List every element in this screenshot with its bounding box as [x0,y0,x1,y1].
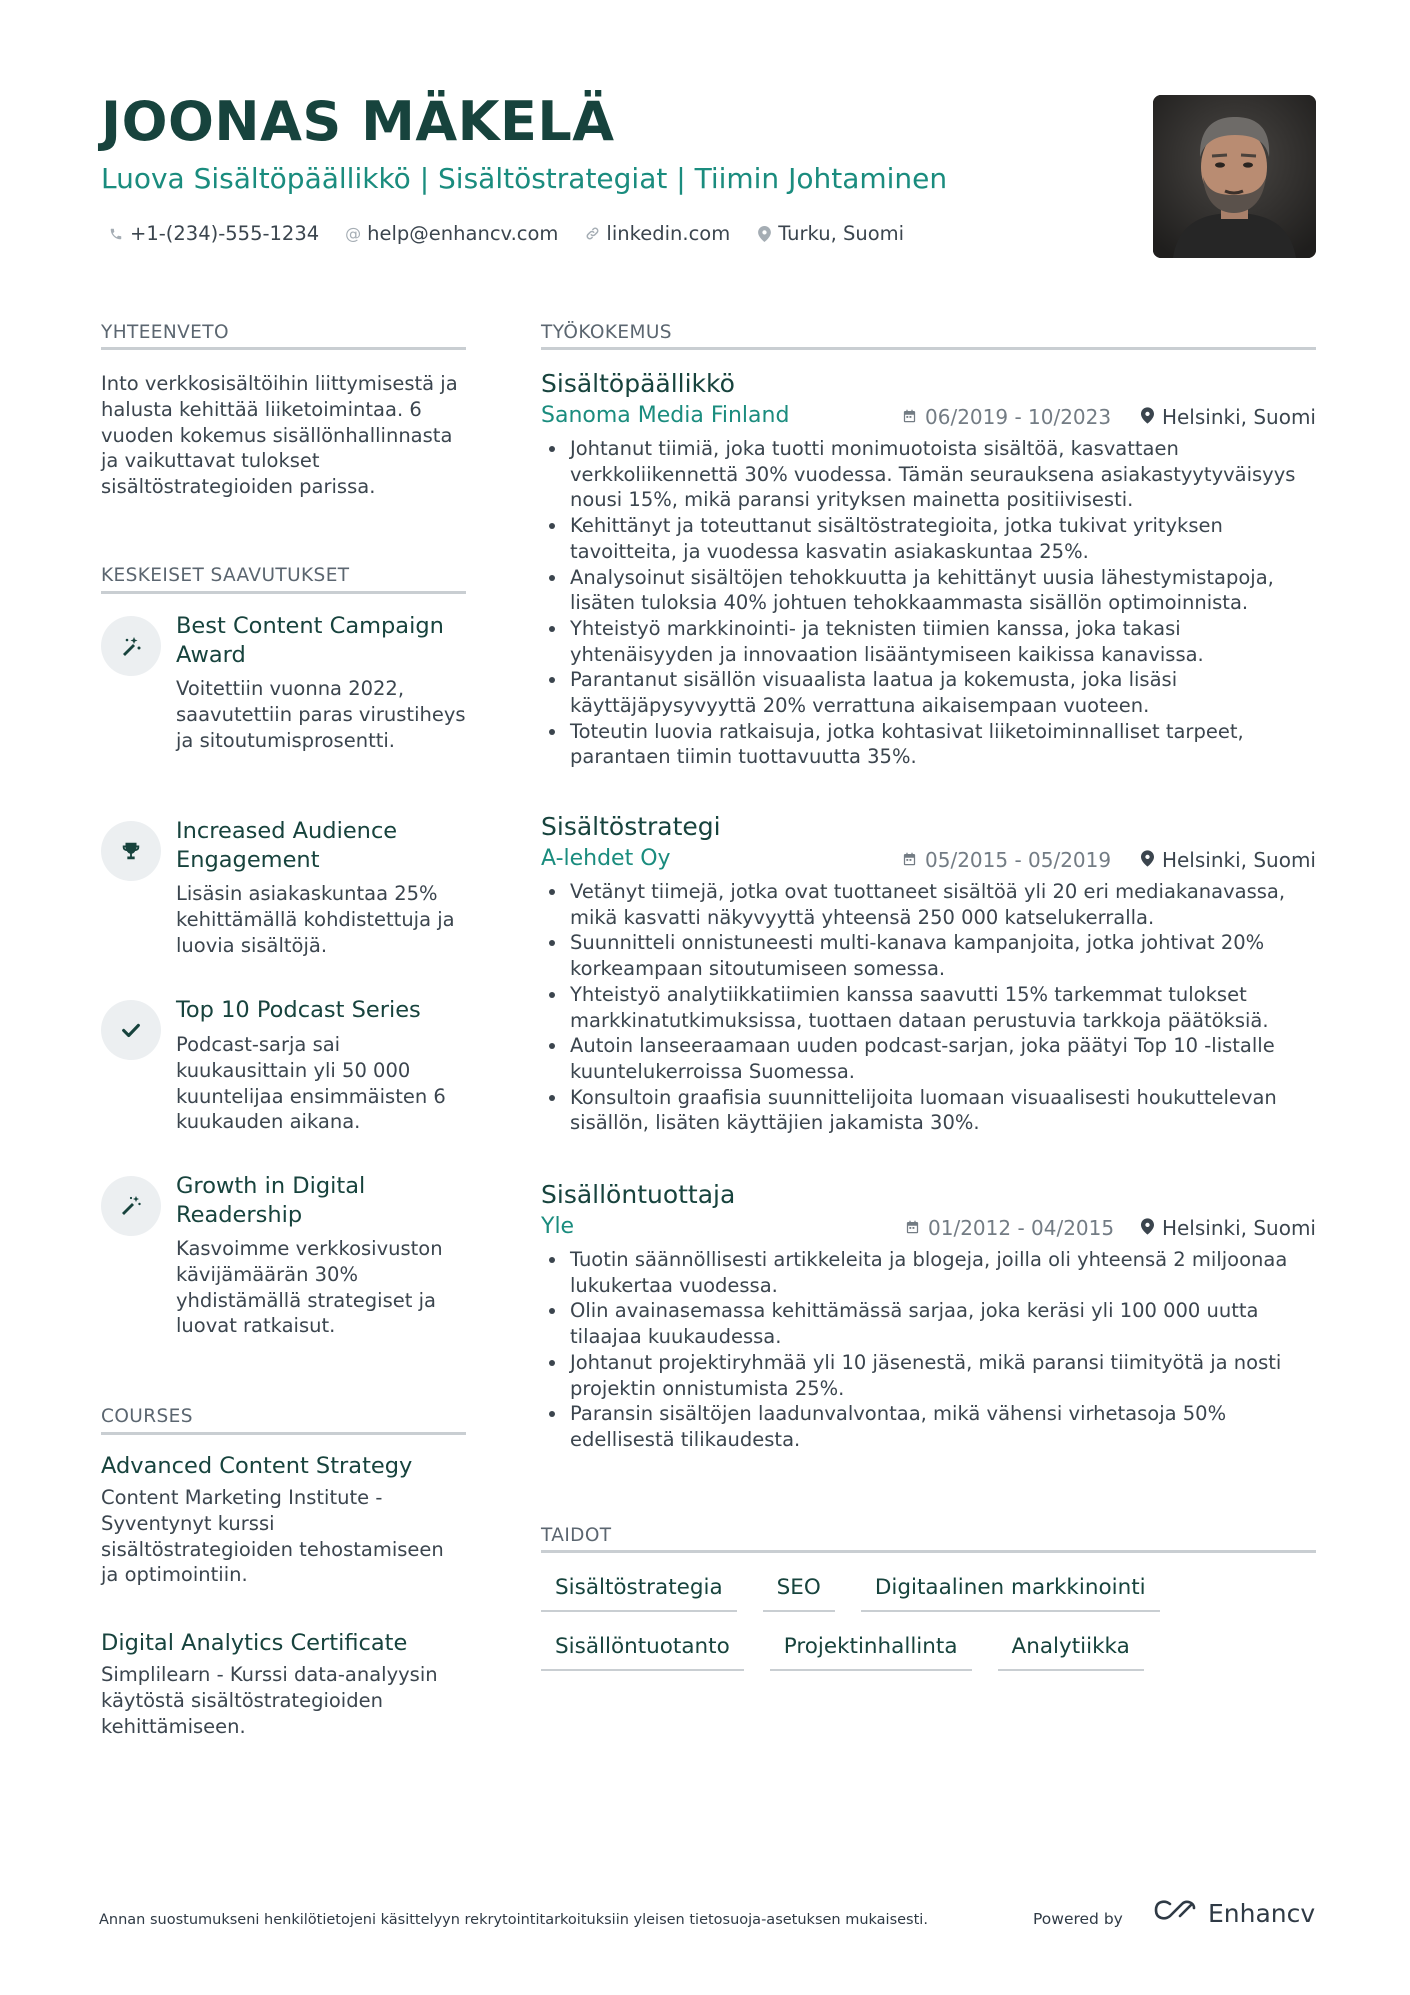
achievement-title: Growth in Digital Readership [176,1173,366,1228]
course-title: Advanced Content Strategy [101,1453,413,1479]
skill-tag: SEO [763,1575,835,1612]
job-bullet: Konsultoin graafisia suunnittelijoita luomaan visuaalisesti houkuttelevan sisällön, lisäten käyttäjien jakamista 30%. [541,1085,1316,1136]
enhancv-logo-text: Enhancv [1208,1898,1316,1928]
checkmark-icon [101,1000,161,1060]
job-title: Sisältöstrategi [541,812,721,841]
location-pin-icon [1141,405,1154,429]
achievements-divider [101,591,466,594]
job-dates-text: 06/2019 - 10/2023 [925,405,1112,429]
job-entry [541,1179,1316,1453]
job-entry [541,368,1316,770]
course-item [101,1452,466,1588]
job-bullet: Parantanut sisällön visuaalista laatua ja kokemusta, joka lisäsi käyttäjäpysyvyyttä 20% verrattuna aikaisempaan vuoteen. [541,667,1316,718]
job-bullet: Suunnitteli onnistuneesti multi-kanava kampanjoita, jotka johtivat 20% korkeampaan sitoutumiseen somessa. [541,930,1316,981]
course-description: Simplilearn - Kurssi data-analyysin käytöstä sisältöstrategioiden kehittämiseen. [101,1663,438,1738]
skills-row [541,1575,1316,1612]
phone-text: +1-(234)-555-1234 [130,222,320,245]
job-dates [902,405,1111,429]
gdpr-consent-note: Annan suostumukseni henkilötietojeni käsittelyyn rekrytointitarkoituksiin yleisen tietosuoja-asetuksen mukaisesti. [99,1912,928,1928]
job-location [1141,405,1316,429]
calendar-icon [905,1216,920,1240]
location-text: Turku, Suomi [778,222,905,245]
achievement-description: Lisäsin asiakaskuntaa 25% kehittämällä kohdistettuja ja luovia sisältöjä. [176,882,455,957]
at-icon: @ [345,224,362,243]
skills-list [541,1575,1316,1693]
job-bullet: Olin avainasemassa kehittämässä sarjaa, joka keräsi yli 100 000 uutta tilaajaa kuukaudessa. [541,1298,1316,1349]
achievement-item [101,996,471,1156]
magic-wand-sparkle-icon [101,616,161,676]
profile-photo [1153,95,1316,258]
summary-section-title: YHTEENVETO [101,322,229,343]
job-bullet: Paransin sisältöjen laadunvalvontaa, mikä vähensi virhetasoja 50% edellisestä tilikaudesta. [541,1401,1316,1452]
summary-text: Into verkkosisältöihin liittymisestä ja halusta kehittää liiketoimintaa. 6 vuoden kokemus sisällönhallinnasta ja vaikuttavat tulokset sisältöstrategioiden parissa. [101,372,458,499]
job-bullet: Yhteistyö analytiikkatiimien kanssa saavutti 15% tarkemmat tulokset markkinatutkimuksissa, tuottaen dataan perustuvia tarkkoja päätöksiä. [541,982,1316,1033]
job-bullet: Johtanut projektiryhmää yli 10 jäsenestä, mikä paransi tiimityötä ja nosti projektin onnistumista 25%. [541,1350,1316,1401]
enhancv-logo-icon [1152,1898,1198,1928]
experience-divider [541,347,1316,350]
job-meta [541,400,1316,436]
job-location [1141,848,1316,872]
link-icon [584,225,600,243]
candidate-headline: Luova Sisältöpäällikkö | Sisältöstrategiat | Tiimin Johtaminen [101,162,948,195]
job-dates-text: 01/2012 - 04/2015 [928,1216,1115,1240]
course-description: Content Marketing Institute - Syventynyt kurssi sisältöstrategioiden tehostamiseen ja optimointiin. [101,1486,444,1587]
achievement-item [101,1172,471,1352]
skill-tag: Sisällöntuotanto [541,1634,744,1671]
job-bullet: Yhteistyö markkinointi- ja teknisten tiimien kanssa, joka takasi yhtenäisyyden ja innovaation lisääntymiseen kaikissa kanavissa. [541,616,1316,667]
achievement-item [101,817,471,977]
location-pin-icon [1141,1216,1154,1240]
job-dates-text: 05/2015 - 05/2019 [925,848,1112,872]
trophy-icon [101,821,161,881]
company-name: Yle [541,1214,575,1239]
job-dates [902,848,1111,872]
powered-by-label: Powered by [1033,1910,1123,1928]
job-title: Sisällöntuottaja [541,1180,736,1209]
company-name: A-lehdet Oy [541,846,671,871]
job-location-text: Helsinki, Suomi [1161,1216,1316,1240]
skills-row [541,1634,1316,1671]
phone-icon [108,225,124,243]
job-meta [541,843,1316,879]
course-item [101,1629,466,1739]
calendar-icon [902,405,917,429]
job-location [1141,1216,1316,1240]
job-bullet: Tuotin säännöllisesti artikkeleita ja blogeja, joilla oli yhteensä 2 miljoonaa lukukertaa vuodessa. [541,1247,1316,1298]
contact-email[interactable] [345,222,558,245]
skill-tag: Digitaalinen markkinointi [861,1575,1160,1612]
email-text: help@enhancv.com [367,222,559,245]
contact-linkedin[interactable] [584,222,730,245]
job-dates [905,1216,1114,1240]
job-location-text: Helsinki, Suomi [1161,405,1316,429]
achievements-section-title: KESKEISET SAAVUTUKSET [101,565,350,586]
job-bullet: Toteutin luovia ratkaisuja, jotka kohtasivat liiketoiminnalliset tarpeet, parantaen tiimin tuottavuutta 35%. [541,719,1316,770]
job-bullets [541,1247,1316,1453]
courses-divider [101,1432,466,1435]
job-meta [541,1211,1316,1247]
skill-tag: Analytiikka [998,1634,1144,1671]
skill-tag: Sisältöstrategia [541,1575,737,1612]
contact-bar [108,222,904,245]
courses-section-title: COURSES [101,1406,193,1427]
summary-divider [101,347,466,350]
skill-tag: Projektinhallinta [770,1634,972,1671]
achievement-description: Podcast-sarja sai kuukausittain yli 50 000 kuuntelijaa ensimmäisten 6 kuukauden aikana. [176,1033,446,1134]
job-bullet: Vetänyt tiimejä, jotka ovat tuottaneet sisältöä yli 20 eri mediakanavassa, mikä kasvatti näkyvyyttä yhteensä 250 000 katselukerralla. [541,879,1316,930]
calendar-icon [902,848,917,872]
skills-section-title: TAIDOT [541,1525,612,1546]
magic-wand-icon [101,1176,161,1236]
achievement-description: Kasvoimme verkkosivuston kävijämäärän 30% yhdistämällä strategiset ja luovat ratkaisut. [176,1237,443,1338]
candidate-name: JOONAS MÄKELÄ [101,90,615,153]
company-name: Sanoma Media Finland [541,403,790,428]
contact-location [756,222,904,245]
achievement-description: Voitettiin vuonna 2022, saavutettiin paras virustiheys ja sitoutumisprosentti. [176,677,466,752]
achievement-title: Best Content Campaign Award [176,613,444,668]
job-bullet: Autoin lanseeraamaan uuden podcast-sarjan, joka päätyi Top 10 -listalle kuuntelukerroissa Suomessa. [541,1033,1316,1084]
job-location-text: Helsinki, Suomi [1161,848,1316,872]
enhancv-logo[interactable] [1152,1898,1315,1928]
job-bullets [541,879,1316,1136]
job-bullets [541,436,1316,770]
location-pin-icon [1141,848,1154,872]
course-title: Digital Analytics Certificate [101,1630,408,1656]
skills-divider [541,1550,1316,1553]
experience-section-title: TYÖKOKEMUS [541,322,672,343]
job-bullet: Kehittänyt ja toteuttanut sisältöstrategioita, jotka tukivat yrityksen tavoitteita, ja vuodessa kasvatin asiakaskuntaa 25%. [541,513,1316,564]
job-bullet: Johtanut tiimiä, joka tuotti monimuotoista sisältöä, kasvattaen verkkoliikennettä 30% vuodessa. Tämän seurauksena asiakastyytyväisyys nousi 15%, mikä paransi yrityksen mainetta positiivisesti. [541,436,1316,513]
job-bullet: Analysoinut sisältöjen tehokkuutta ja kehittänyt uusia lähestymistapoja, lisäten tuloksia 40% johtuen tehokkaammasta sisällön optimoinnista. [541,565,1316,616]
contact-phone[interactable] [108,222,319,245]
achievement-title: Increased Audience Engagement [176,818,398,873]
job-title: Sisältöpäällikkö [541,369,735,398]
location-pin-icon [756,225,772,243]
achievement-title: Top 10 Podcast Series [176,997,421,1023]
job-entry [541,811,1316,1136]
achievement-item [101,612,471,792]
linkedin-text: linkedin.com [606,222,731,245]
